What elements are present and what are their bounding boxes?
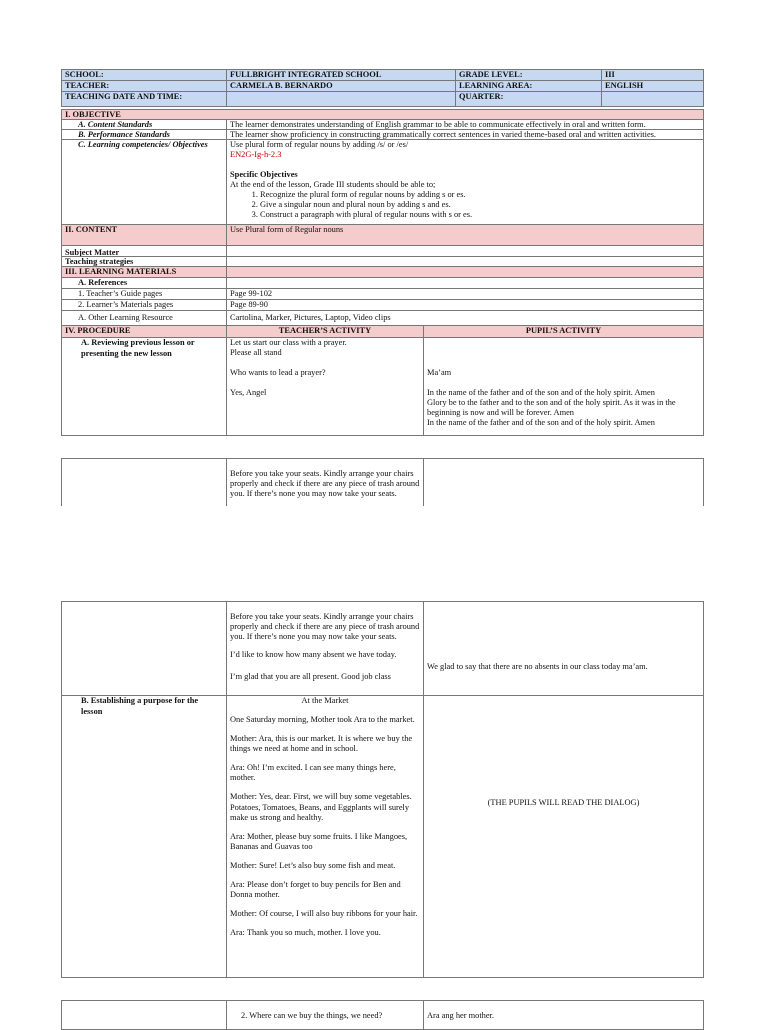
- pupils-read-text: (THE PUPILS WILL READ THE DIALOG): [487, 798, 640, 807]
- teacher-line: Before you take your seats. Kindly arrange your chairs properly and check if there are any piece of trash around you. If there’s none you may now take your seats.: [230, 469, 420, 499]
- review-lesson-label-cell: [61, 337, 227, 436]
- page1-tail-label: [61, 458, 227, 506]
- strategies-label: Teaching strategies: [61, 256, 227, 267]
- grade-value: III: [601, 69, 704, 81]
- review-pupil-cell: [423, 337, 704, 436]
- pupil-activity-header: PUPIL’S ACTIVITY: [423, 325, 704, 338]
- page1-tail-teacher: [226, 458, 424, 506]
- school-label: SCHOOL:: [61, 69, 227, 81]
- quarter-value: [601, 91, 704, 107]
- list-item: 3. Construct a paragraph with plural of regular nouns with s or es.: [260, 210, 700, 220]
- teacher-line: Yes, Angel: [230, 388, 267, 398]
- dialog-line: Ara: Thank you so much, mother. I love you.: [230, 928, 381, 938]
- subject-matter-label: Subject Matter: [61, 245, 227, 257]
- materials-heading: III. LEARNING MATERIALS: [61, 266, 227, 278]
- teacher-line: Before you take your seats. Kindly arrange your chairs properly and check if there are any piece of trash around you. If there’s none you may now take your seats.: [230, 612, 420, 642]
- teacher-line: Who wants to lead a prayer?: [230, 368, 326, 378]
- lm-pages-value: Page 89-90: [226, 299, 704, 311]
- page3-pupil-cell: [423, 1000, 704, 1030]
- grade-label: GRADE LEVEL:: [455, 69, 602, 81]
- competencies-cell: [226, 139, 704, 225]
- teacher-line: Please all stand: [230, 348, 282, 358]
- dialog-line: Ara: Please don’t forget to buy pencils for Ben and Donna mother.: [230, 879, 401, 900]
- page1-tail-pupil: [423, 458, 704, 506]
- teacher-label: TEACHER:: [61, 80, 227, 92]
- specific-objectives-intro: At the end of the lesson, Grade III students should be able to;: [230, 180, 436, 190]
- content-standards-text: The learner demonstrates understanding of English grammar to be able to communicate effectively in oral and written form.: [226, 119, 704, 130]
- dialog-line: Mother: Sure! Let’s also buy some fish and meat.: [230, 860, 396, 870]
- competencies-text: Use plural form of regular nouns by adding /s/ or /es/: [230, 140, 409, 149]
- area-value: ENGLISH: [601, 80, 704, 92]
- purpose-label-cell: [61, 695, 227, 978]
- pupils-read-cell: [423, 695, 704, 978]
- pupil-line: Glory be to the father and to the son and of the holy spirit. As it was in the beginning is now and will be forever. Amen: [427, 398, 676, 418]
- content-text: Use Plural form of Regular nouns: [226, 224, 704, 246]
- tg-pages-value: Page 99-102: [226, 288, 704, 300]
- page2-label-cell: [61, 601, 227, 696]
- answer-line: Ara ang her mother.: [427, 1011, 494, 1020]
- page2-pupil-cell: [423, 601, 704, 696]
- content-heading: II. CONTENT: [61, 224, 227, 246]
- dialog-cell: [226, 695, 424, 978]
- tg-pages-label: 1. Teacher’s Guide pages: [61, 288, 227, 300]
- purpose-label: B. Establishing a purpose for the lesson: [81, 696, 199, 716]
- pupil-line: Ma’am: [427, 368, 452, 377]
- review-teacher-cell: [226, 337, 424, 436]
- teacher-line: I’d like to know how many absent we have today.: [230, 650, 397, 660]
- lm-pages-label: 2. Learner’s Materials pages: [61, 299, 227, 311]
- specific-objectives-list: [230, 190, 700, 220]
- performance-standards-label: B. Performance Standards: [61, 129, 227, 140]
- competencies-label: C. Learning competencies/ Objectives: [61, 139, 227, 225]
- pupil-line: In the name of the father and of the son and of the holy spirit. Amen: [427, 418, 655, 428]
- story-title: At the Market: [301, 696, 349, 705]
- procedure-heading: IV. PROCEDURE: [61, 325, 227, 338]
- teacher-value: CARMELA B. BERNARDO: [226, 80, 456, 92]
- performance-standards-text: The learner show proficiency in constructing grammatically correct sentences in varied theme-based oral and written activities.: [226, 129, 704, 140]
- teacher-line: Let us start our class with a prayer.: [230, 338, 347, 347]
- dialog-line: Mother: Ara, this is our market. It is where we buy the things we need at home and in school.: [230, 734, 413, 754]
- pupil-line: In the name of the father and of the son and of the holy spirit. Amen: [427, 388, 655, 398]
- list-item: 1. Recognize the plural form of regular nouns by adding s or es.: [260, 190, 700, 200]
- page3-teacher-cell: [226, 1000, 424, 1030]
- competency-code: EN2G-Ig-h-2.3: [230, 150, 282, 160]
- page3-label-cell: [61, 1000, 227, 1030]
- dialog-line: Mother: Yes, dear. First, we will buy some vegetables. Potatoes, Tomatoes, Beans, and Eggplants will surely make us strong and healthy.: [230, 792, 412, 822]
- objective-heading: I. OBJECTIVE: [61, 109, 704, 120]
- list-item: 2. Give a singular noun and plural noun by adding s and es.: [260, 200, 700, 210]
- quarter-label: QUARTER:: [455, 91, 602, 107]
- school-value: FULLBRIGHT INTEGRATED SCHOOL: [226, 69, 456, 81]
- pupil-line: We glad to say that there are no absents in our class today ma’am.: [427, 662, 648, 671]
- content-standards-label: A. Content Standards: [61, 119, 227, 130]
- dialog-line: Ara: Mother, please buy some fruits. I like Mangoes, Bananas and Guavas too: [230, 831, 408, 851]
- specific-objectives-heading: Specific Objectives: [230, 170, 298, 180]
- teacher-line: I’m glad that you are all present. Good job class: [230, 672, 391, 682]
- dialog-line: Ara: Oh! I’m excited. I can see many things here, mother.: [230, 763, 396, 783]
- date-label: TEACHING DATE AND TIME:: [61, 91, 227, 107]
- date-value: [226, 91, 456, 107]
- question-line: 2. Where can we buy the things, we need?: [241, 1011, 383, 1020]
- dialog-line: One Saturday morning, Mother took Ara to the market.: [230, 715, 415, 725]
- references-label: A. References: [61, 277, 227, 289]
- other-resource-label: A. Other Learning Resource: [61, 310, 227, 326]
- review-lesson-label: A. Reviewing previous lesson or presenting the new lesson: [81, 338, 195, 358]
- page2-teacher-cell: [226, 601, 424, 696]
- area-label: LEARNING AREA:: [455, 80, 602, 92]
- other-resource-value: Cartolina, Marker, Pictures, Laptop, Video clips: [226, 310, 704, 326]
- teacher-activity-header: TEACHER’S ACTIVITY: [226, 325, 424, 338]
- dialog-line: Mother: Of course, I will also buy ribbons for your hair.: [230, 909, 418, 919]
